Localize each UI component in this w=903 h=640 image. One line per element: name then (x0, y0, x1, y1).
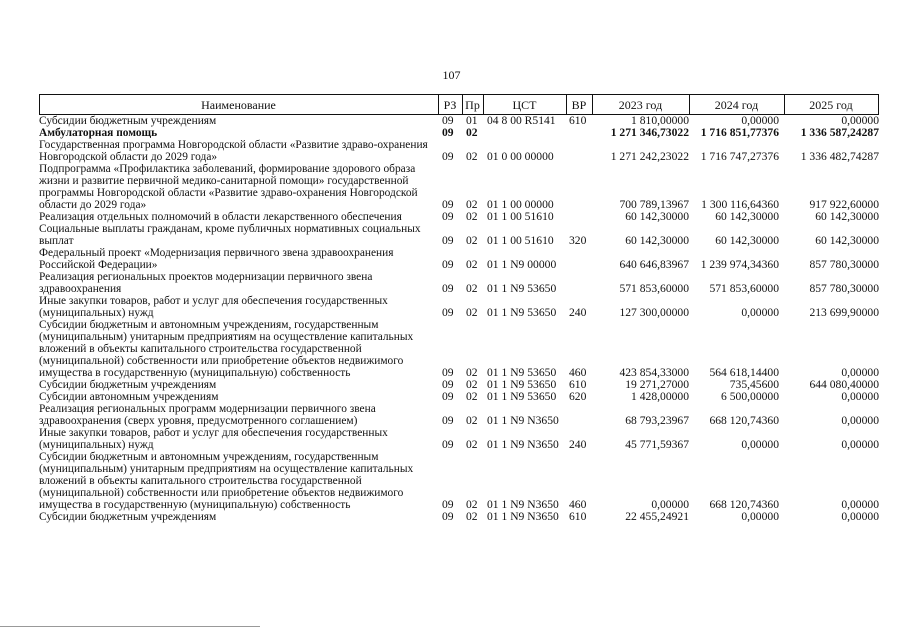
row-name: Субсидии бюджетным и автономным учреждениям, государственным (муниципальным) унитарным предприятиям на осуществление капитальных вложений в объекты капитального строительства государственной (муниципальной) собственности или приобретение объектов недвижимого имущества в государственную (муниципальную) собственность (39, 319, 414, 379)
header-pr: Пр (465, 98, 480, 112)
table-row (39, 139, 879, 163)
row-cst: 01 1 N9 53650 (487, 366, 557, 379)
row-value-2023: 700 789,13967 (619, 198, 689, 211)
row-value-2023: 45 771,59367 (625, 438, 689, 451)
header-cst: ЦСТ (512, 98, 537, 112)
row-name: Амбулаторная помощь (39, 127, 158, 139)
row-value-2024: 1 716 851,77376 (700, 126, 779, 139)
row-name: Государственная программа Новгородской области «Развитие здраво-охранения Новгородской области до 2029 года» (39, 139, 428, 163)
row-rz: 09 (442, 306, 454, 319)
header-2025: 2025 год (809, 98, 853, 112)
table-row (39, 247, 879, 271)
row-value-2023: 60 142,30000 (625, 210, 689, 223)
row-value-2024: 0,00000 (741, 510, 779, 523)
row-value-2025: 213 699,90000 (809, 306, 879, 319)
row-value-2023: 19 271,27000 (625, 378, 689, 391)
row-value-2024: 1 716 747,27376 (700, 150, 779, 163)
row-name: Федеральный проект «Модернизация первичного звена здравоохранения Российской Федерации» (39, 247, 394, 271)
row-rz: 09 (442, 210, 454, 223)
row-pr: 02 (466, 366, 478, 379)
budget-table (39, 94, 879, 523)
row-vr: 610 (569, 510, 587, 523)
table-row (39, 295, 879, 319)
row-rz: 09 (442, 234, 454, 247)
row-value-2023: 22 455,24921 (625, 510, 689, 523)
table-row (39, 127, 879, 139)
row-value-2025: 0,00000 (841, 438, 879, 451)
row-value-2025: 0,00000 (841, 366, 879, 379)
table-row (39, 223, 879, 247)
row-value-2025: 0,00000 (841, 390, 879, 403)
row-cst: 01 1 N9 N3650 (487, 510, 559, 523)
header-rz: РЗ (443, 98, 457, 112)
row-value-2025: 0,00000 (841, 114, 879, 127)
row-value-2024: 571 853,60000 (709, 282, 779, 295)
row-rz: 09 (442, 510, 454, 523)
row-rz: 09 (442, 378, 454, 391)
row-pr: 02 (466, 390, 478, 403)
row-name: Подпрограмма «Профилактика заболеваний, формирование здорового образа жизни и развитие первичной медико-санитарной помощи» государственной программы Новгородской области «Развитие здраво-охранения Новгородской области до 2029 года» (39, 163, 418, 211)
row-cst: 01 1 00 51610 (487, 234, 554, 247)
row-cst: 01 1 N9 53650 (487, 306, 557, 319)
row-cst: 01 1 N9 N3650 (487, 414, 559, 427)
table-row (39, 391, 879, 403)
row-pr: 02 (466, 126, 478, 139)
row-value-2023: 1 271 242,23022 (610, 150, 689, 163)
row-name: Иные закупки товаров, работ и услуг для обеспечения государственных (муниципальных) нужд (39, 427, 388, 451)
row-value-2023: 68 793,23967 (625, 414, 689, 427)
row-pr: 01 (466, 114, 478, 127)
row-cst: 01 1 N9 00000 (487, 258, 557, 271)
row-vr: 610 (569, 114, 587, 127)
row-rz: 09 (442, 366, 454, 379)
row-rz: 09 (442, 150, 454, 163)
row-pr: 02 (466, 306, 478, 319)
row-pr: 02 (466, 198, 478, 211)
row-pr: 02 (466, 234, 478, 247)
header-name: Наименование (201, 98, 276, 112)
header-vr: ВР (571, 98, 587, 112)
row-value-2024: 60 142,30000 (715, 210, 779, 223)
row-cst: 01 1 N9 N3650 (487, 498, 559, 511)
row-pr: 02 (466, 438, 478, 451)
row-pr: 02 (466, 378, 478, 391)
row-value-2023: 1 271 346,73022 (610, 126, 689, 139)
row-rz: 09 (442, 114, 454, 127)
row-rz: 09 (442, 282, 454, 295)
row-cst: 01 1 N9 N3650 (487, 438, 559, 451)
row-value-2024: 564 618,14400 (709, 366, 779, 379)
row-rz: 09 (442, 126, 454, 139)
row-value-2025: 857 780,30000 (809, 282, 879, 295)
row-value-2025: 0,00000 (841, 510, 879, 523)
row-vr: 610 (569, 378, 587, 391)
table-row (39, 271, 879, 295)
row-rz: 09 (442, 390, 454, 403)
row-rz: 09 (442, 498, 454, 511)
row-value-2025: 0,00000 (841, 498, 879, 511)
row-value-2023: 423 854,33000 (619, 366, 689, 379)
row-vr: 460 (569, 498, 587, 511)
row-name: Реализация региональных программ модернизации первичного звена здравоохранения (сверх уровня, предусмотренного соглашением) (39, 403, 376, 427)
row-name: Субсидии бюджетным учреждениям (39, 115, 217, 127)
row-pr: 02 (466, 414, 478, 427)
row-value-2024: 60 142,30000 (715, 234, 779, 247)
row-name: Субсидии автономным учреждениям (39, 391, 219, 403)
row-value-2024: 735,45600 (729, 378, 779, 391)
header-2023: 2023 год (618, 98, 663, 112)
row-vr: 460 (569, 366, 587, 379)
row-value-2025: 1 336 587,24287 (800, 126, 879, 139)
row-name: Иные закупки товаров, работ и услуг для обеспечения государственных (муниципальных) нужд (39, 295, 388, 319)
row-rz: 09 (442, 198, 454, 211)
row-value-2024: 0,00000 (741, 438, 779, 451)
footer-divider (0, 626, 260, 627)
page-number: 107 (442, 68, 461, 82)
row-pr: 02 (466, 150, 478, 163)
row-value-2023: 60 142,30000 (625, 234, 689, 247)
table-row (39, 319, 879, 379)
row-name: Субсидии бюджетным учреждениям (39, 511, 217, 523)
row-name: Реализация отдельных полномочий в области лекарственного обеспечения (39, 211, 402, 223)
row-vr: 620 (569, 390, 587, 403)
table-row (39, 403, 879, 427)
table-header (39, 94, 879, 115)
table-row (39, 451, 879, 511)
row-value-2025: 60 142,30000 (815, 210, 879, 223)
row-value-2024: 1 300 116,64360 (701, 198, 779, 211)
row-pr: 02 (466, 258, 478, 271)
row-pr: 02 (466, 210, 478, 223)
row-pr: 02 (466, 498, 478, 511)
table-row (39, 163, 879, 211)
row-value-2024: 668 120,74360 (709, 414, 779, 427)
row-value-2023: 1 810,00000 (631, 114, 689, 127)
row-cst: 01 0 00 00000 (487, 150, 554, 163)
row-value-2024: 1 239 974,34360 (700, 258, 779, 271)
row-cst: 01 1 00 51610 (487, 210, 554, 223)
row-cst: 01 1 N9 53650 (487, 390, 557, 403)
row-value-2024: 0,00000 (741, 306, 779, 319)
row-cst: 04 8 00 R5141 (487, 114, 556, 127)
row-value-2025: 857 780,30000 (809, 258, 879, 271)
row-value-2024: 0,00000 (741, 114, 779, 127)
row-cst: 01 1 00 00000 (487, 198, 554, 211)
row-cst: 01 1 N9 53650 (487, 378, 557, 391)
row-rz: 09 (442, 438, 454, 451)
row-value-2023: 127 300,00000 (619, 306, 689, 319)
row-vr: 320 (569, 234, 587, 247)
row-value-2025: 60 142,30000 (815, 234, 879, 247)
row-pr: 02 (466, 510, 478, 523)
row-vr: 240 (569, 306, 587, 319)
row-cst: 01 1 N9 53650 (487, 282, 557, 295)
header-2024: 2024 год (714, 98, 759, 112)
row-name: Социальные выплаты гражданам, кроме публичных нормативных социальных выплат (39, 223, 421, 247)
row-value-2025: 0,00000 (841, 414, 879, 427)
table-row (39, 427, 879, 451)
row-value-2025: 644 080,40000 (809, 378, 879, 391)
row-name: Субсидии бюджетным учреждениям (39, 379, 217, 391)
row-value-2023: 640 646,83967 (619, 258, 689, 271)
row-value-2024: 668 120,74360 (709, 498, 779, 511)
row-rz: 09 (442, 414, 454, 427)
row-name: Субсидии бюджетным и автономным учреждениям, государственным (муниципальным) унитарным предприятиям на осуществление капитальных вложений в объекты капитального строительства государственной (муниципальной) собственности или приобретение объектов недвижимого имущества в государственную (муниципальную) собственность (39, 451, 414, 511)
row-value-2023: 571 853,60000 (619, 282, 689, 295)
row-value-2025: 1 336 482,74287 (800, 150, 879, 163)
table-body (39, 115, 879, 523)
row-pr: 02 (466, 282, 478, 295)
table-row (39, 511, 879, 523)
row-rz: 09 (442, 258, 454, 271)
row-name: Реализация региональных проектов модернизации первичного звена здравоохранения (39, 271, 373, 295)
row-value-2023: 0,00000 (651, 498, 689, 511)
row-value-2023: 1 428,00000 (631, 390, 689, 403)
row-vr: 240 (569, 438, 587, 451)
table-row (39, 211, 879, 223)
row-value-2025: 917 922,60000 (809, 198, 879, 211)
row-value-2024: 6 500,00000 (721, 390, 779, 403)
